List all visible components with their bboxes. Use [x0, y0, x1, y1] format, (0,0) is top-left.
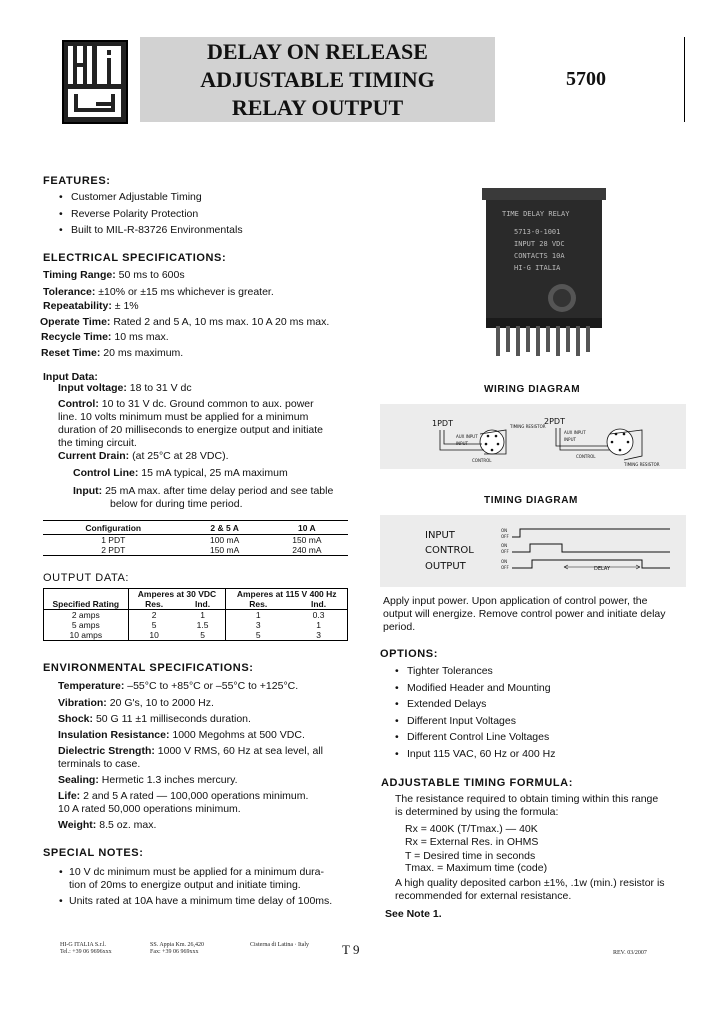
output-cell: 5 [180, 630, 226, 641]
title-line-1: DELAY ON RELEASE [207, 39, 428, 64]
timing-off-label: OFF [501, 565, 509, 570]
timing-off-label: OFF [501, 549, 509, 554]
header-divider [684, 37, 685, 122]
input-note-label: Input: [73, 485, 103, 497]
temperature-value: –55°C to +85°C or –55°C to +125°C. [127, 680, 299, 692]
output-blank [44, 589, 129, 600]
formula-intro [395, 793, 695, 819]
repeatability [43, 300, 373, 313]
current-drain-value: (at 25°C at 28 VDC). [132, 450, 229, 462]
current-drain-label: Current Drain: [58, 450, 130, 462]
wiring-label-2pdt: 2PDT [544, 417, 565, 426]
repeatability-value: ± 1% [114, 300, 139, 312]
electrical-heading: ELECTRICAL SPECIFICATIONS: [43, 252, 227, 264]
feature-item: • Reverse Polarity Protection [57, 206, 387, 223]
formula-equation: Rx = 400K (T/Tmax.) — 40K [405, 823, 538, 835]
dielectric [58, 745, 358, 771]
option-item: • Tighter Tolerances [393, 663, 693, 680]
control-line-4: the timing circuit. [58, 437, 137, 449]
output-col-header: Ind. [180, 599, 226, 610]
timing-desc-line: output will energize. Remove control power and initiate delay [383, 608, 666, 620]
control-line-value: 15 mA typical, 25 mA maximum [141, 467, 288, 479]
life-value-2: 10 A rated 50,000 operations minimum. [58, 803, 241, 815]
formula-intro-line: is determined by using the formula: [395, 806, 559, 818]
option-item: • Input 115 VAC, 60 Hz or 400 Hz [393, 746, 693, 763]
special-note-item: • 10 V dc minimum must be applied for a minimum dura- tion of 20ms to energize output and initiate timing. [57, 866, 357, 892]
footer-company [60, 942, 112, 956]
option-item: • Different Control Line Voltages [393, 729, 693, 746]
special-notes-list [57, 866, 357, 908]
repeatability-label: Repeatability: [43, 300, 112, 312]
sealing-value: Hermetic 1.3 inches mercury. [101, 774, 238, 786]
reset-time [41, 347, 371, 360]
timing-range [43, 269, 373, 282]
page-number: T 9 [342, 942, 360, 957]
wiring-label: CONTROL [576, 454, 596, 459]
output-cell: 1 [180, 610, 226, 621]
photo-label-3: INPUT 28 VDC [514, 240, 565, 248]
formula-def: Rx = External Res. in OHMS [405, 836, 539, 848]
feature-item: • Built to MIL-R-83726 Environmentals [57, 222, 387, 239]
shock-value: 50 G 11 ±1 milliseconds duration. [95, 713, 251, 725]
output-cell: 1.5 [180, 620, 226, 630]
life [58, 790, 358, 816]
config-header: 2 & 5 A [210, 522, 239, 533]
formula-note [395, 877, 695, 903]
timing-heading: TIMING DIAGRAM [484, 495, 578, 506]
output-cell: 2 amps [44, 610, 129, 621]
operate-time-value: Rated 2 and 5 A, 10 ms max. 10 A 20 ms max. [113, 316, 330, 328]
input-note [73, 485, 373, 511]
output-group-header: Amperes at 30 VDC [128, 589, 226, 600]
timing-row-output: OUTPUT [425, 561, 466, 572]
footer-fax: Fax: +39 06 969xxx [150, 949, 199, 955]
output-table [43, 588, 348, 641]
wiring-label: TIMING RESISTOR [624, 462, 660, 467]
temperature [58, 680, 358, 693]
wiring-heading: WIRING DIAGRAM [484, 384, 581, 395]
timing-svg [380, 515, 686, 587]
weight-value: 8.5 oz. max. [99, 819, 157, 831]
special-note-item: • Units rated at 10A have a minimum time delay of 100ms. [57, 895, 357, 908]
formula-note-line: recommended for external resistance. [395, 890, 572, 902]
timing-row-input: INPUT [425, 530, 455, 541]
footer-city: Cisterna di Latina · Italy [250, 942, 309, 948]
output-cell: 0.3 [312, 610, 325, 620]
photo-label-1: TIME DELAY RELAY [502, 210, 570, 218]
operate-time-label: Operate Time: [40, 316, 111, 328]
relay-photo [480, 186, 608, 358]
feature-item: • Customer Adjustable Timing [57, 189, 387, 206]
config-cell: 1 PDT [101, 535, 126, 545]
sealing [58, 774, 358, 787]
output-cell: 1 [316, 620, 321, 630]
output-data-heading: OUTPUT DATA: [43, 572, 130, 584]
timing-delay-label: DELAY [594, 566, 610, 572]
timing-row-control: CONTROL [425, 545, 474, 556]
wiring-svg [380, 404, 686, 469]
output-col-header: Specified Rating [44, 599, 129, 610]
config-cell: 100 mA [209, 535, 240, 545]
shock [58, 713, 358, 726]
photo-label-4: CONTACTS 10A [514, 252, 565, 260]
output-col-header: Res. [249, 599, 268, 609]
tolerance-label: Tolerance: [43, 286, 96, 298]
environmental-heading: ENVIRONMENTAL SPECIFICATIONS: [43, 662, 254, 674]
output-cell: 5 [151, 620, 157, 630]
control-label: Control: [58, 398, 99, 410]
options-list [393, 663, 693, 762]
dielectric-value: 1000 V RMS, 60 Hz at sea level, all [157, 745, 323, 757]
life-value: 2 and 5 A rated — 100,000 operations minimum. [83, 790, 309, 802]
reset-time-label: Reset Time: [41, 347, 101, 359]
see-note: See Note 1. [385, 908, 442, 920]
input-note-line-2: below for during time period. [110, 498, 243, 510]
config-cell: 150 mA [292, 535, 322, 545]
output-cell: 3 [255, 620, 261, 630]
dielectric-value-2: terminals to case. [58, 758, 141, 770]
timing-diagram [380, 515, 686, 587]
part-number: 5700 [566, 68, 606, 90]
option-item: • Different Input Voltages [393, 713, 693, 730]
control-line-3: duration of 20 milliseconds to energize output and initiate [58, 424, 324, 436]
footer-rev: REV. 03/2007 [613, 950, 647, 956]
features-list [57, 189, 387, 239]
page-title [140, 38, 495, 122]
control-line-2: line. 10 volts minimum must be applied for a minimum [58, 411, 309, 423]
wiring-label: AUX INPUT [564, 430, 586, 435]
tolerance [43, 286, 373, 299]
config-header: 10 A [298, 522, 316, 533]
timing-desc-line: Apply input power. Upon application of control power, the [383, 595, 648, 607]
formula-note-line: A high quality deposited carbon ±1%, .1w (min.) resistor is [395, 877, 665, 889]
wiring-label: AUX INPUT [456, 434, 478, 439]
recycle-time [41, 331, 371, 344]
footer-address [150, 942, 204, 956]
output-cell: 1 [255, 610, 261, 620]
output-cell: 3 [316, 630, 321, 640]
special-note-line: tion of 20ms to energize output and initiate timing. [69, 879, 301, 891]
wiring-label: INPUT [456, 441, 468, 446]
config-header: Configuration [85, 522, 142, 533]
formula-intro-line: The resistance required to obtain timing within this range [395, 793, 659, 805]
photo-label-2: 5713-0-1001 [514, 228, 561, 236]
control-line-1: 10 to 31 V dc. Ground common to aux. power [101, 398, 314, 410]
formula-heading: ADJUSTABLE TIMING FORMULA: [381, 777, 573, 789]
weight-label: Weight: [58, 819, 97, 831]
formula-def: Tmax. = Maximum time (code) [405, 862, 548, 874]
footer-addr: SS. Appia Km. 26,420 [150, 942, 205, 948]
recycle-time-value: 10 ms max. [114, 331, 169, 343]
wiring-diagram [380, 404, 686, 469]
title-line-3: RELAY OUTPUT [231, 95, 404, 120]
output-cell: 2 [151, 610, 157, 620]
insulation-value: 1000 Megohms at 500 VDC. [172, 729, 305, 741]
photo-label-5: HI-G ITALIA [514, 264, 561, 272]
config-cell: 150 mA [209, 545, 240, 555]
wiring-label-1pdt: 1PDT [432, 419, 453, 428]
timing-off-label: OFF [501, 534, 509, 539]
formula-def: T = Desired time in seconds [405, 850, 536, 862]
shock-label: Shock: [58, 713, 94, 725]
output-col-header: Res. [145, 599, 164, 609]
timing-on-label: ON [501, 559, 508, 564]
input-note-line-1: 25 mA max. after time delay period and see table [105, 485, 334, 497]
features-heading: FEATURES: [43, 175, 111, 187]
special-note-line: Units rated at 10A have a minimum time delay of 100ms. [69, 895, 333, 907]
config-cell: 2 PDT [101, 545, 126, 555]
timing-on-label: ON [501, 528, 508, 533]
timing-on-label: ON [501, 543, 508, 548]
wiring-label: TIMING RESISTOR [510, 424, 546, 429]
tolerance-value: ±10% or ±15 ms whichever is greater. [98, 286, 274, 298]
output-group-header: Amperes at 115 V 400 Hz [236, 589, 337, 599]
control-line-label: Control Line: [73, 467, 139, 479]
recycle-time-label: Recycle Time: [41, 331, 112, 343]
timing-desc-line: period. [383, 621, 416, 633]
footer-tel: Tel.: +39 06 9696xxx [60, 949, 112, 955]
reset-time-value: 20 ms maximum. [103, 347, 184, 359]
hig-logo [62, 40, 128, 124]
temperature-label: Temperature: [58, 680, 125, 692]
output-cell: 5 [255, 630, 261, 640]
input-voltage [58, 382, 358, 395]
options-heading: OPTIONS: [380, 648, 438, 660]
footer-company-name: HI-G ITALIA S.r.l. [60, 942, 107, 948]
option-item: • Modified Header and Mounting [393, 680, 693, 697]
input-data-heading: Input Data: [43, 371, 98, 383]
title-line-2: ADJUSTABLE TIMING [200, 67, 435, 92]
dielectric-label: Dielectric Strength: [58, 745, 155, 757]
current-drain [58, 450, 358, 463]
timing-range-value: 50 ms to 600s [118, 269, 185, 281]
vibration-value: 20 G's, 10 to 2000 Hz. [109, 697, 214, 709]
input-voltage-value: 18 to 31 V dc [129, 382, 192, 394]
output-col-header: Ind. [311, 599, 327, 609]
timing-description [383, 595, 693, 634]
timing-range-label: Timing Range: [43, 269, 116, 281]
config-table [43, 520, 348, 556]
input-voltage-label: Input voltage: [58, 382, 127, 394]
weight [58, 819, 358, 832]
config-cell: 240 mA [292, 545, 322, 555]
sealing-label: Sealing: [58, 774, 99, 786]
operate-time [40, 316, 370, 329]
output-cell: 10 amps [44, 630, 129, 641]
control-line-spec [73, 467, 363, 480]
output-cell: 5 amps [44, 620, 129, 630]
wiring-label: CONTROL [472, 458, 492, 463]
option-item: • Extended Delays [393, 696, 693, 713]
vibration [58, 697, 358, 710]
life-label: Life: [58, 790, 81, 802]
vibration-label: Vibration: [58, 697, 107, 709]
output-cell: 10 [149, 630, 159, 640]
insulation-label: Insulation Resistance: [58, 729, 170, 741]
wiring-label: INPUT [564, 437, 576, 442]
special-note-line: 10 V dc minimum must be applied for a minimum dura- [69, 866, 325, 878]
insulation [58, 729, 358, 742]
special-notes-heading: SPECIAL NOTES: [43, 847, 144, 859]
control-desc [58, 398, 368, 450]
